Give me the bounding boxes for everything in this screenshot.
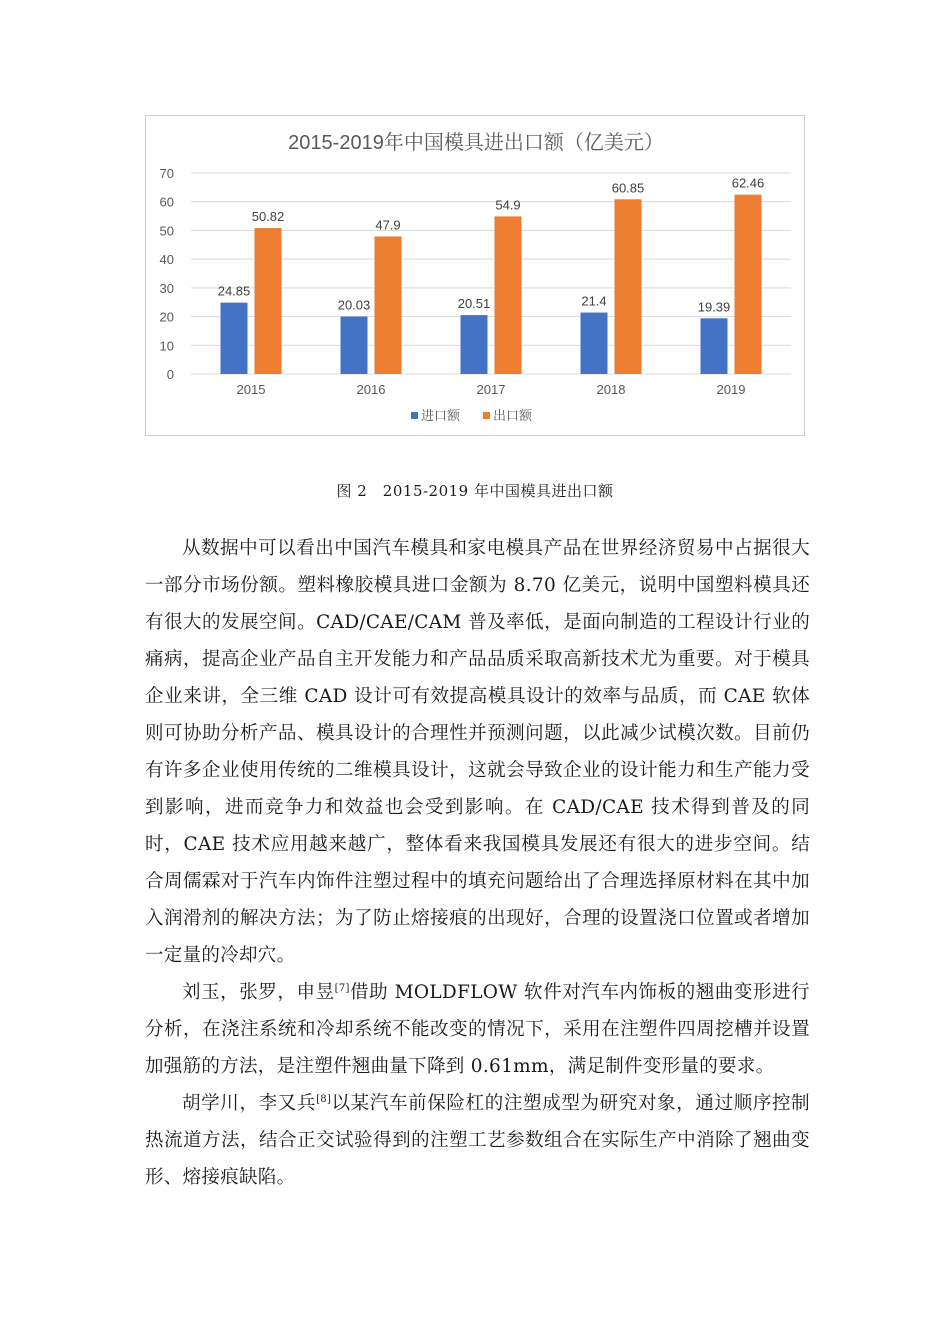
y-tick-label: 0	[166, 367, 174, 382]
x-axis-ticks	[237, 382, 746, 397]
paragraph	[145, 1085, 810, 1196]
bar-import	[341, 316, 368, 374]
bar-chart	[145, 115, 805, 436]
y-tick-label: 30	[159, 280, 174, 296]
y-tick-label: 60	[159, 194, 174, 210]
y-tick-label: 40	[159, 252, 174, 268]
chart-canvas	[146, 116, 806, 437]
legend-label: 进口额	[421, 408, 461, 423]
bar-import	[461, 315, 488, 374]
paragraph-rest: 借助 MOLDFLOW 软件对汽车内饰板的翘曲变形进行分析，在浇注系统和冷却系统不能改变的情况下，采用在注塑件四周挖槽并设置加强筋的方法，是注塑件翘曲量下降到 0.61mm，满足制件变形量的要求。	[145, 982, 810, 1077]
paragraph-lead: 胡学川，李又兵	[182, 1093, 317, 1114]
legend	[411, 408, 533, 423]
x-tick-label: 2018	[596, 382, 626, 397]
bar-export	[495, 216, 522, 374]
paragraph-lead: 刘玉，张罗，申昱	[182, 982, 335, 1003]
bar-import	[221, 303, 248, 374]
legend-swatch	[411, 412, 418, 419]
x-tick-label: 2015	[236, 382, 266, 397]
data-label: 24.85	[217, 283, 251, 299]
figure-caption: 图 2 2015-2019 年中国模具进出口额	[336, 482, 614, 500]
data-label: 62.46	[731, 175, 765, 191]
data-label: 47.9	[375, 217, 401, 233]
bar-import	[701, 318, 728, 374]
data-label: 60.85	[611, 180, 645, 196]
body-text	[145, 530, 810, 1196]
bar-export	[615, 199, 642, 374]
x-tick-label: 2019	[716, 382, 746, 397]
y-tick-label: 70	[159, 166, 174, 181]
paragraph-rest: 以某汽车前保险杠的注塑成型为研究对象，通过顺序控制热流道方法，结合正交试验得到的注塑工艺参数组合在实际生产中消除了翘曲变形、熔接痕缺陷。	[145, 1093, 810, 1188]
bar-export	[735, 195, 762, 374]
legend-swatch	[483, 412, 490, 419]
y-tick-label: 20	[159, 309, 174, 325]
y-axis-ticks	[160, 166, 174, 382]
bars	[221, 195, 762, 374]
legend-label: 出口额	[493, 408, 533, 423]
data-label: 20.03	[337, 297, 371, 313]
bar-export	[255, 228, 282, 374]
citation-ref: [8]	[316, 1093, 332, 1105]
data-label: 54.9	[495, 197, 521, 213]
y-tick-label: 10	[159, 338, 174, 354]
bar-import	[581, 313, 608, 374]
data-label: 19.39	[697, 299, 731, 315]
data-labels	[218, 176, 765, 315]
y-tick-label: 50	[159, 223, 174, 239]
paragraph: 从数据中可以看出中国汽车模具和家电模具产品在世界经济贸易中占据很大一部分市场份额。塑料橡胶模具进口金额为 8.70 亿美元，说明中国塑料模具还有很大的发展空间。CAD/CAE/CAM 普及率低，是面向制造的工程设计行业的痛病，提高企业产品自主开发能力和产品品质采取高新技术尤为重要。对于模具企业来讲，全三维 CAD 设计可有效提高模具设计的效率与品质，而 CAE 软体则可协助分析产品、模具设计的合理性并预测问题，以此减少试模次数。目前仍有许多企业使用传统的二维模具设计，这就会导致企业的设计能力和生产能力受到影响，进而竞争力和效益也会受到影响。在 CAD/CAE 技术得到普及的同时，CAE 技术应用越来越广，整体看来我国模具发展还有很大的进步空间。结合周儒霖对于汽车内饰件注塑过程中的填充问题给出了合理选择原材料在其中加入润滑剂的解决方法；为了防止熔接痕的出现好，合理的设置浇口位置或者增加一定量的冷却穴。	[145, 538, 810, 966]
data-label: 50.82	[251, 209, 285, 225]
paragraph	[145, 974, 810, 1085]
chart-title: 2015-2019年中国模具进出口额（亿美元）	[288, 132, 664, 154]
data-label: 21.4	[581, 293, 607, 309]
citation-ref: [7]	[334, 982, 350, 994]
x-tick-label: 2016	[356, 382, 386, 397]
data-label: 20.51	[457, 296, 491, 312]
x-tick-label: 2017	[476, 382, 506, 397]
bar-export	[375, 236, 402, 374]
